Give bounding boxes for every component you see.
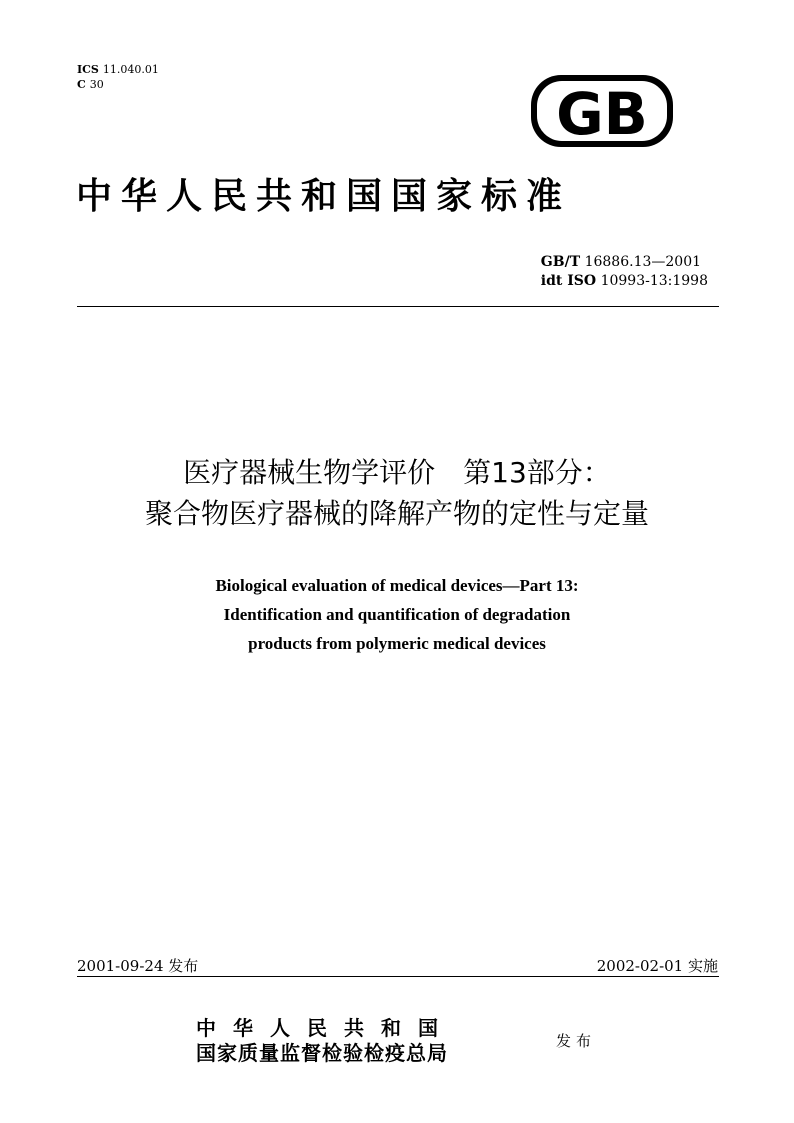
english-title-line3: products from polymeric medical devices: [248, 634, 546, 653]
national-standard-title: 中华人民共和国国家标准: [76, 176, 572, 217]
ics-value: 11.040.01: [102, 63, 159, 76]
top-divider: [77, 306, 719, 307]
publish-action: 发布: [556, 1032, 597, 1050]
idt-value: 10993-13:1998: [600, 273, 708, 289]
chinese-title: [0, 452, 794, 534]
gb-logo-text: GB: [556, 80, 648, 148]
standard-code: [541, 253, 708, 291]
idt-code: [541, 272, 708, 291]
idt-label: idt ISO: [540, 273, 597, 289]
publisher-line1: 中华人民共和国: [196, 1016, 455, 1040]
classification-codes: [77, 62, 159, 92]
english-title-line1: Biological evaluation of medical devices—Part 13:: [215, 576, 579, 595]
c-value: 30: [89, 78, 104, 91]
c-label: C: [77, 78, 86, 91]
publisher: [196, 1016, 455, 1066]
bottom-divider: [77, 976, 719, 977]
c-code: [77, 77, 159, 92]
publisher-line2: 国家质量监督检验检疫总局: [196, 1041, 448, 1065]
ics-code: [77, 62, 159, 77]
publish-date: 2001-09-24 发布: [77, 957, 199, 975]
chinese-title-line2: 聚合物医疗器械的降解产物的定性与定量: [144, 497, 649, 530]
gbt-code: [541, 253, 708, 272]
implement-date: 2002-02-01 实施: [596, 957, 718, 975]
chinese-title-line1: 医疗器械生物学评价 第13部分：: [183, 456, 611, 489]
gb-logo: [528, 72, 676, 150]
english-title-line2: Identification and quantification of degradation: [223, 605, 571, 624]
ics-label: ICS: [77, 63, 99, 76]
gbt-label: GB/T: [540, 254, 581, 270]
english-title: [0, 571, 794, 658]
gbt-value: 16886.13—2001: [584, 254, 702, 270]
